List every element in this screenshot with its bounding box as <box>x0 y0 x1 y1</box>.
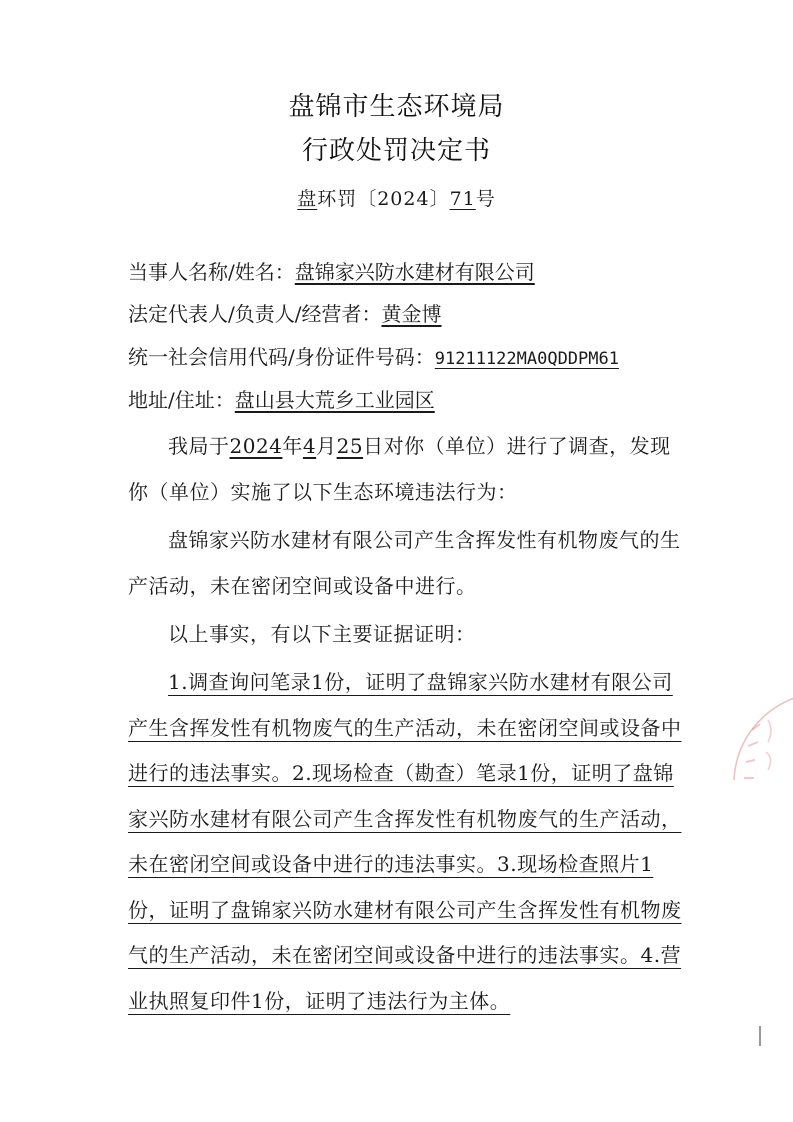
party-name-value: 盘锦家兴防水建材有限公司 <box>294 260 535 284</box>
address-label: 地址/住址： <box>128 388 235 412</box>
violation-text: 盘锦家兴防水建材有限公司产生含挥发性有机物废气的生产活动，未在密闭空间或设备中进行。 <box>128 528 681 598</box>
investigation-text-2: 年 <box>282 434 303 458</box>
document-type-title: 行政处罚决定书 <box>301 136 491 166</box>
address-row <box>128 386 435 414</box>
investigation-year: 2024 <box>229 434 283 458</box>
doc-number-value: 71 <box>449 188 476 210</box>
party-name-label: 当事人名称/姓名： <box>128 260 295 284</box>
credit-code-label: 统一社会信用代码/身份证件号码： <box>128 345 435 369</box>
doc-number-middle: 环罚〔2024〕 <box>317 188 450 210</box>
doc-number-prefix: 盘 <box>297 188 318 210</box>
credit-code-value: 91211122MA0QDDPM61 <box>434 349 619 369</box>
evidence-paragraph <box>128 660 684 1024</box>
violation-paragraph <box>128 518 684 609</box>
document-number <box>0 184 793 211</box>
evidence-text: 1.调查询问笔录1份，证明了盘锦家兴防水建材有限公司产生含挥发性有机物废气的生产活动，未在密闭空间或设备中进行的违法事实。2.现场检查（勘查）笔录1份，证明了盘锦家兴防水建材有限公司产生含挥发性有机物废气的生产活动，未在密闭空间或设备中进行的违法事实。3.现场检查照片1份，证明了盘锦家兴防水建材有限公司产生含挥发性有机物废气的生产活动，未在密闭空间或设备中进行的违法事实。4.营业执照复印件1份，证明了违法行为主体。 <box>128 670 682 1013</box>
evidence-intro-paragraph <box>128 612 684 658</box>
credit-code-row <box>128 343 619 373</box>
scan-edge-mark <box>758 1026 762 1046</box>
investigation-day: 25 <box>336 434 364 458</box>
investigation-text-1: 我局于 <box>168 434 230 458</box>
investigation-paragraph <box>128 424 684 515</box>
issuer-title: 盘锦市生态环境局 <box>288 92 505 122</box>
partial-seal-stamp <box>722 690 793 810</box>
investigation-text-4: 日对你（单位）进行了调查，发现你（单位）实施了以下生态环境违法行为： <box>128 434 671 504</box>
legal-rep-label: 法定代表人/负责人/经营者： <box>128 302 382 326</box>
legal-rep-value: 黄金博 <box>381 302 442 326</box>
investigation-month: 4 <box>302 434 317 458</box>
evidence-intro-text: 以上事实，有以下主要证据证明： <box>168 622 476 646</box>
address-value: 盘山县大荒乡工业园区 <box>234 388 435 412</box>
party-name-row <box>128 258 535 286</box>
legal-rep-row <box>128 300 441 328</box>
investigation-text-3: 月 <box>316 434 337 458</box>
doc-number-suffix: 号 <box>475 188 496 210</box>
